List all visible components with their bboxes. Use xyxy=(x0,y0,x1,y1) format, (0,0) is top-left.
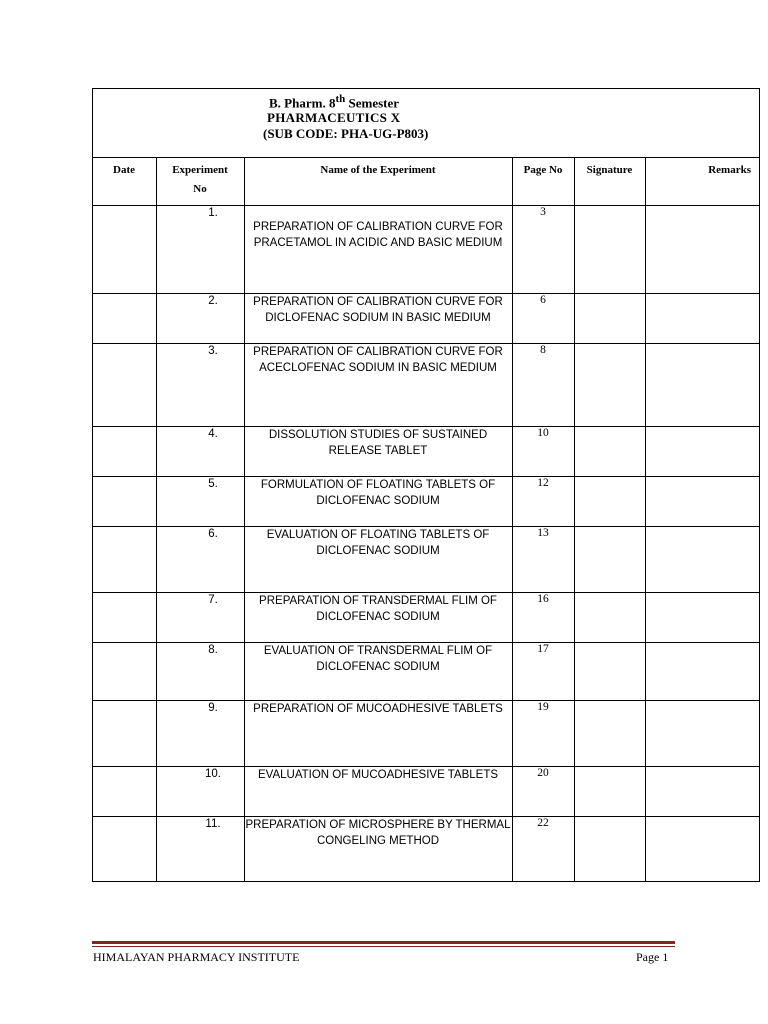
column-header-page-no: Page No xyxy=(512,157,574,205)
cell-experiment-name: PREPARATION OF CALIBRATION CURVE FOR PRACETAMOL IN ACIDIC AND BASIC MEDIUM xyxy=(244,205,512,293)
footer-rule-thick xyxy=(92,941,675,944)
cell-experiment-no: 5. xyxy=(156,476,244,526)
cell-remarks xyxy=(645,816,759,882)
cell-signature xyxy=(574,526,645,592)
cell-signature xyxy=(574,205,645,293)
cell-date xyxy=(93,766,156,816)
cell-remarks xyxy=(645,476,759,526)
cell-remarks xyxy=(645,426,759,476)
cell-experiment-no: 4. xyxy=(156,426,244,476)
cell-signature xyxy=(574,343,645,426)
cell-signature xyxy=(574,816,645,882)
cell-date xyxy=(93,426,156,476)
semester-title-suffix: Semester xyxy=(345,95,400,111)
column-header-signature: Signature xyxy=(574,157,645,205)
cell-signature xyxy=(574,700,645,766)
subject-title: PHARMACEUTICS X xyxy=(267,110,401,125)
table-row xyxy=(93,476,759,526)
index-sheet xyxy=(92,88,760,882)
column-header-date: Date xyxy=(93,157,156,205)
cell-experiment-no: 1. xyxy=(156,205,244,293)
cell-experiment-no: 11. xyxy=(156,816,244,882)
cell-page-no: 6 xyxy=(512,293,574,343)
table-row xyxy=(93,426,759,476)
semester-title-prefix: B. Pharm. 8 xyxy=(269,95,336,111)
cell-experiment-no: 6. xyxy=(156,526,244,592)
cell-experiment-no: 10. xyxy=(156,766,244,816)
cell-page-no: 19 xyxy=(512,700,574,766)
cell-date xyxy=(93,205,156,293)
cell-date xyxy=(93,293,156,343)
footer-institute: HIMALAYAN PHARMACY INSTITUTE xyxy=(93,950,300,964)
cell-date xyxy=(93,642,156,700)
cell-experiment-name: PREPARATION OF CALIBRATION CURVE FOR ACECLOFENAC SODIUM IN BASIC MEDIUM xyxy=(244,343,512,426)
cell-remarks xyxy=(645,205,759,293)
table-header-row xyxy=(93,157,759,205)
footer-page-number: Page 1 xyxy=(636,950,669,964)
cell-date xyxy=(93,592,156,642)
column-header-experiment-no: Experiment No xyxy=(156,157,244,205)
cell-page-no: 12 xyxy=(512,476,574,526)
cell-date xyxy=(93,816,156,882)
cell-remarks xyxy=(645,293,759,343)
cell-signature xyxy=(574,592,645,642)
cell-date xyxy=(93,343,156,426)
document-header xyxy=(93,89,759,158)
cell-page-no: 13 xyxy=(512,526,574,592)
table-row xyxy=(93,526,759,592)
cell-experiment-no: 9. xyxy=(156,700,244,766)
table-row xyxy=(93,343,759,426)
table-row xyxy=(93,293,759,343)
cell-remarks xyxy=(645,592,759,642)
cell-date xyxy=(93,476,156,526)
table-row xyxy=(93,700,759,766)
cell-remarks xyxy=(645,642,759,700)
cell-page-no: 3 xyxy=(512,205,574,293)
cell-experiment-name: EVALUATION OF MUCOADHESIVE TABLETS xyxy=(244,766,512,816)
table-row xyxy=(93,642,759,700)
cell-remarks xyxy=(645,343,759,426)
table-row xyxy=(93,766,759,816)
cell-signature xyxy=(574,476,645,526)
semester-title xyxy=(269,93,399,111)
cell-page-no: 17 xyxy=(512,642,574,700)
cell-signature xyxy=(574,426,645,476)
cell-remarks xyxy=(645,526,759,592)
cell-remarks xyxy=(645,766,759,816)
cell-experiment-name: FORMULATION OF FLOATING TABLETS OF DICLOFENAC SODIUM xyxy=(244,476,512,526)
table-row xyxy=(93,592,759,642)
cell-signature xyxy=(574,642,645,700)
cell-experiment-name: PREPARATION OF CALIBRATION CURVE FOR DICLOFENAC SODIUM IN BASIC MEDIUM xyxy=(244,293,512,343)
footer-rule-thin xyxy=(92,946,675,947)
cell-page-no: 16 xyxy=(512,592,574,642)
cell-experiment-name: DISSOLUTION STUDIES OF SUSTAINED RELEASE TABLET xyxy=(244,426,512,476)
cell-page-no: 20 xyxy=(512,766,574,816)
cell-experiment-no: 8. xyxy=(156,642,244,700)
cell-experiment-name: EVALUATION OF TRANSDERMAL FLIM OF DICLOFENAC SODIUM xyxy=(244,642,512,700)
cell-experiment-no: 2. xyxy=(156,293,244,343)
cell-page-no: 10 xyxy=(512,426,574,476)
cell-experiment-name: PREPARATION OF TRANSDERMAL FLIM OF DICLOFENAC SODIUM xyxy=(244,592,512,642)
cell-date xyxy=(93,700,156,766)
table-row xyxy=(93,205,759,293)
cell-experiment-no: 7. xyxy=(156,592,244,642)
cell-experiment-name: PREPARATION OF MICROSPHERE BY THERMAL CONGELING METHOD xyxy=(244,816,512,882)
semester-title-sup: th xyxy=(335,93,346,105)
cell-signature xyxy=(574,293,645,343)
cell-signature xyxy=(574,766,645,816)
experiment-index-table xyxy=(93,157,759,882)
column-header-name: Name of the Experiment xyxy=(244,157,512,205)
cell-page-no: 8 xyxy=(512,343,574,426)
column-header-remarks: Remarks xyxy=(645,157,759,205)
cell-experiment-name: EVALUATION OF FLOATING TABLETS OF DICLOFENAC SODIUM xyxy=(244,526,512,592)
cell-page-no: 22 xyxy=(512,816,574,882)
table-row xyxy=(93,816,759,882)
cell-experiment-name: PREPARATION OF MUCOADHESIVE TABLETS xyxy=(244,700,512,766)
subject-code: (SUB CODE: PHA-UG-P803) xyxy=(263,126,429,141)
cell-remarks xyxy=(645,700,759,766)
cell-experiment-no: 3. xyxy=(156,343,244,426)
cell-date xyxy=(93,526,156,592)
